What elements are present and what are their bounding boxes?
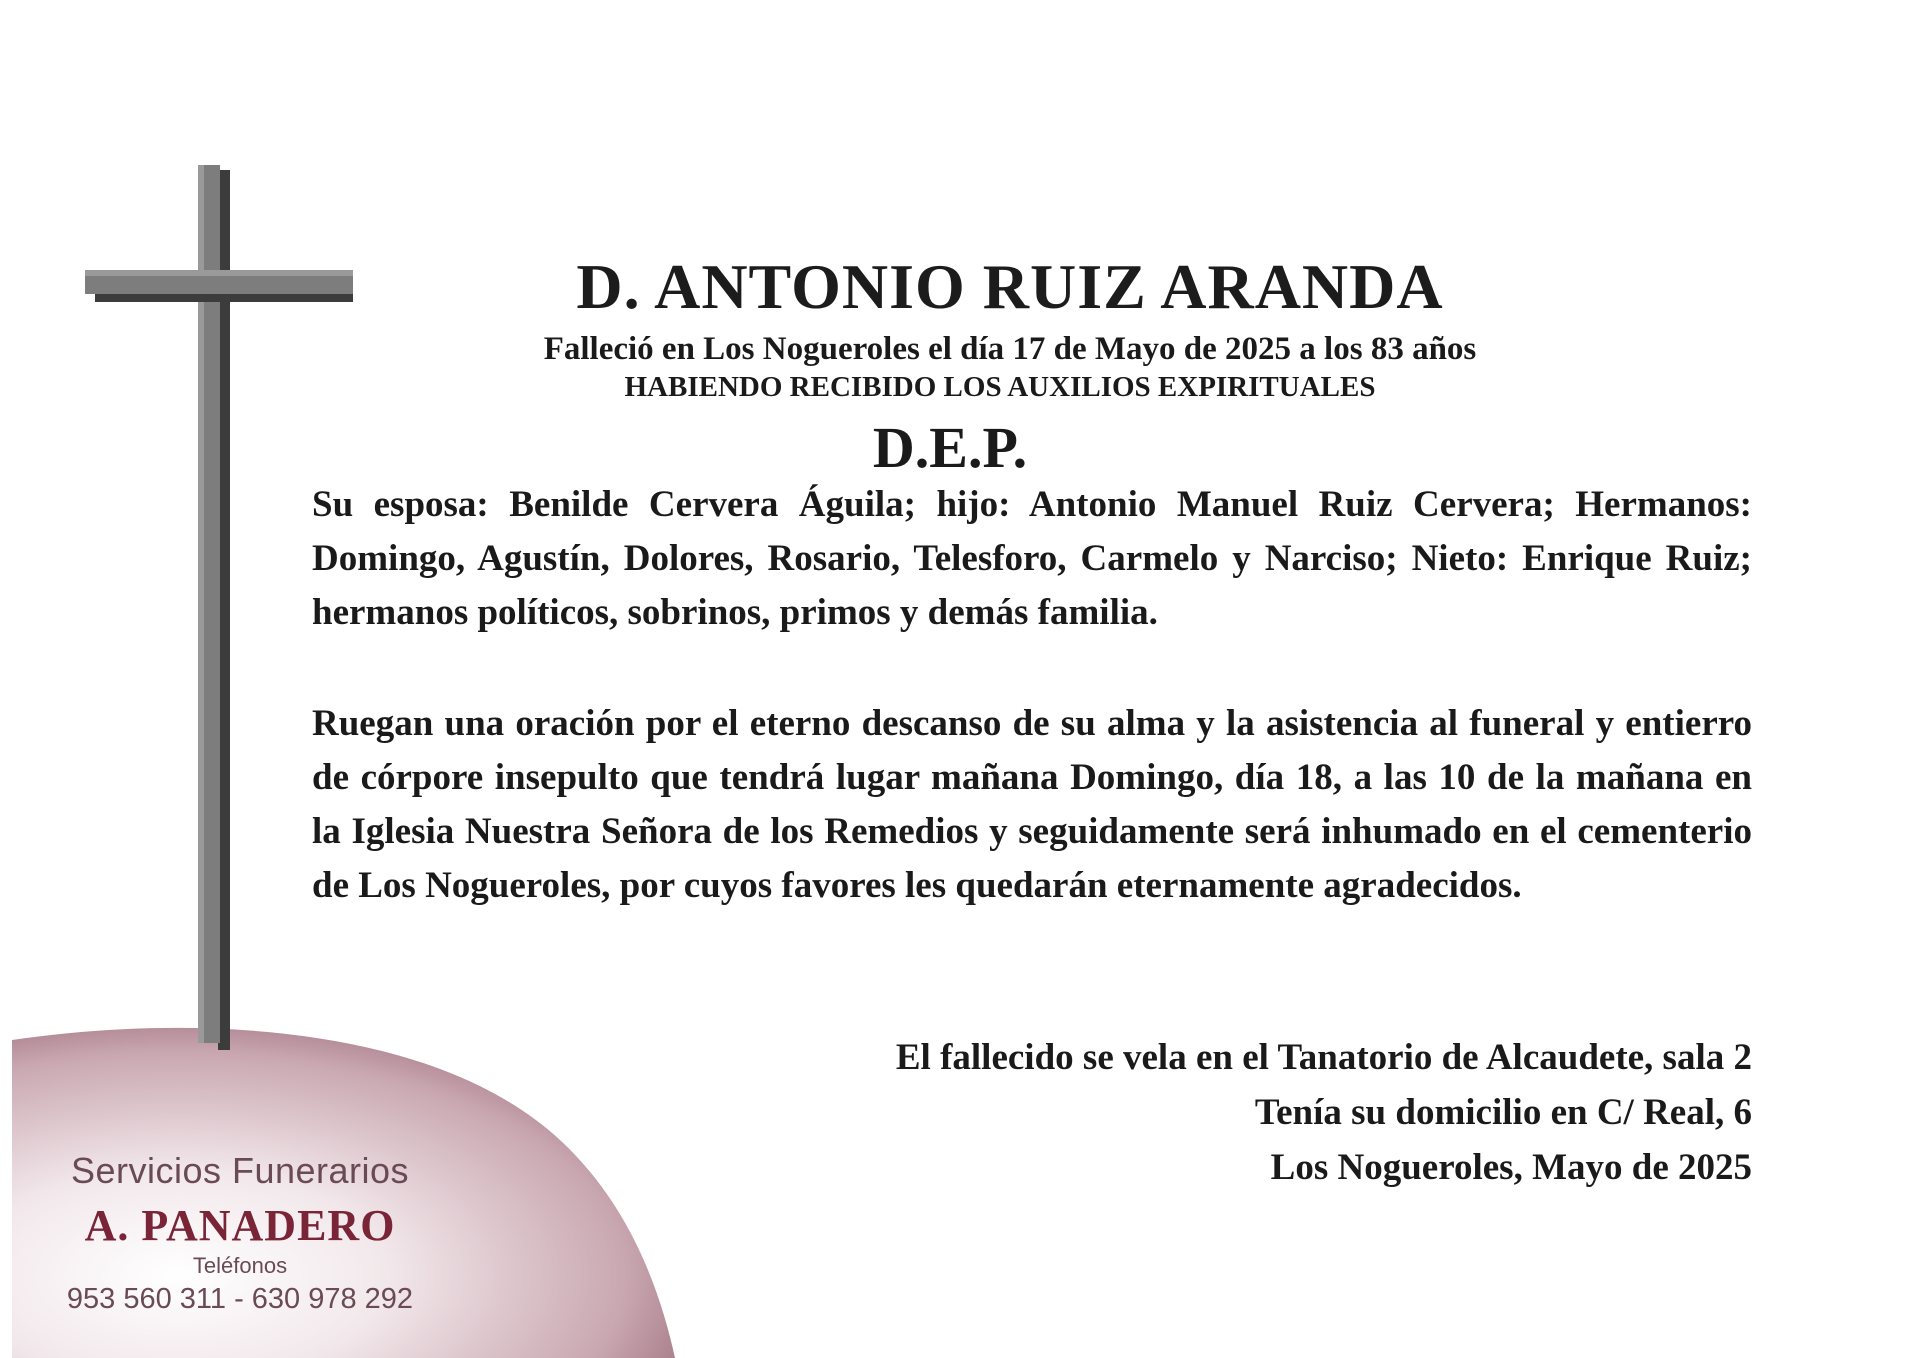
funeral-home-logo xyxy=(40,1150,440,1316)
place-date: Los Nogueroles, Mayo de 2025 xyxy=(1270,1147,1752,1188)
home-address: Tenía su domicilio en C/ Real, 6 xyxy=(1254,1092,1752,1133)
logo-brand-name: A. PANADERO xyxy=(84,1201,396,1250)
dep-heading: D.E.P. xyxy=(872,415,1028,480)
wake-location: El fallecido se vela en el Tanatorio de Alcaudete, sala 2 xyxy=(895,1037,1752,1078)
logo-services-text: Servicios Funerarios xyxy=(70,1150,410,1191)
logo-phones-label: Teléfonos xyxy=(192,1253,288,1278)
closing-block xyxy=(700,1030,1752,1195)
auxilios-line: HABIENDO RECIBIDO LOS AUXILIOS EXPIRITUALES xyxy=(624,371,1376,403)
death-details: Falleció en Los Nogueroles el día 17 de Mayo de 2025 a los 83 años xyxy=(543,331,1477,367)
prayer-paragraph: Ruegan una oración por el eterno descanso de su alma y la asistencia al funeral y entierro de córpore insepulto que tendrá lugar mañana Domingo, día 18, a las 10 de la mañana en la Iglesia Nuestra Señora de los Remedios y seguidamente será inhumado en el cementerio de Los Nogueroles, por cuyos favores les quedarán eternamente agradecidos. xyxy=(312,703,1752,906)
logo-phone-numbers: 953 560 311 - 630 978 292 xyxy=(66,1283,414,1315)
family-paragraph: Su esposa: Benilde Cervera Águila; hijo: Antonio Manuel Ruiz Cervera; Hermanos: Domingo, Agustín, Dolores, Rosario, Telesforo, Carmelo y Narciso; Nieto: Enrique Ruiz; hermanos políticos, sobrinos, primos y demás familia. xyxy=(312,484,1752,633)
deceased-name: D. ANTONIO RUIZ ARANDA xyxy=(576,251,1444,322)
